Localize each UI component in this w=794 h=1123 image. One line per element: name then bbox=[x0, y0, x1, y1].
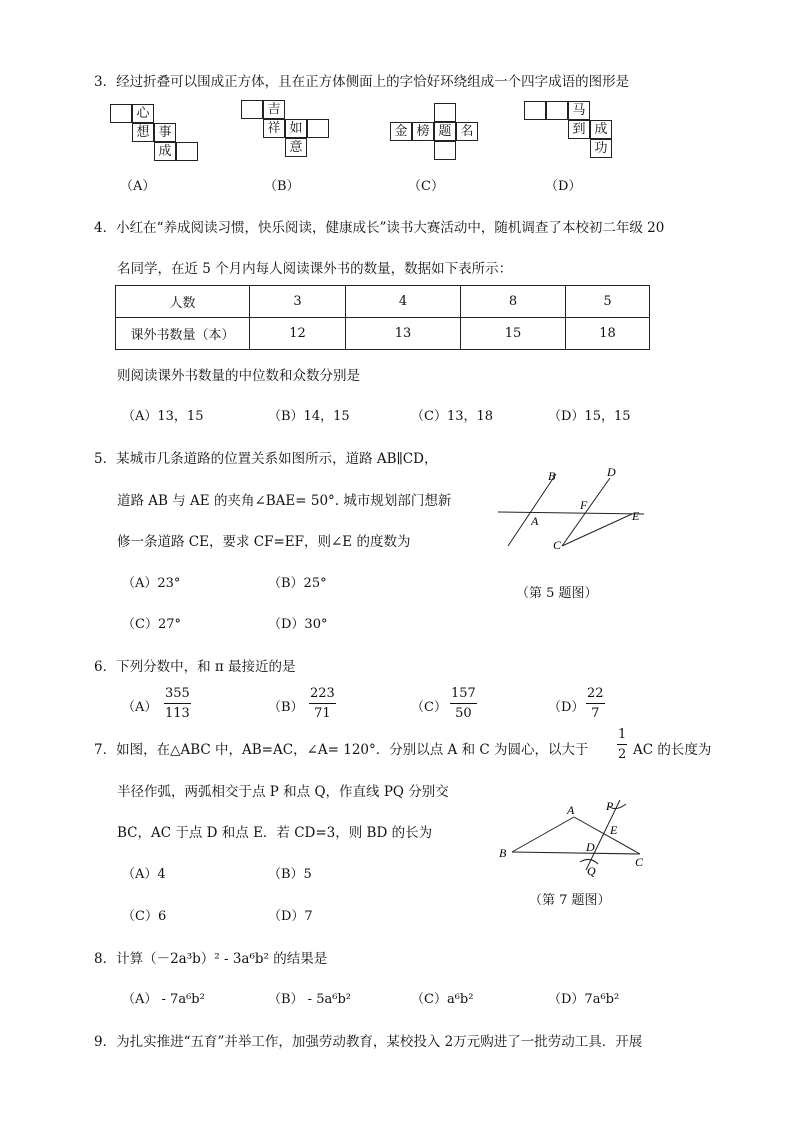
table-cell: 人数 bbox=[116, 286, 250, 318]
side-ac bbox=[574, 817, 640, 854]
point-label: B bbox=[499, 846, 507, 860]
q6-label-b: （B） bbox=[268, 700, 304, 715]
table-row bbox=[116, 318, 650, 350]
fraction-numerator: 223 bbox=[309, 686, 336, 704]
table-cell: 3 bbox=[250, 286, 346, 318]
q5-option-c: （C）27° bbox=[122, 617, 181, 632]
q8-option-d: （D）7a⁶b² bbox=[548, 992, 620, 1007]
q3-label-d: （D） bbox=[545, 179, 582, 194]
q4-option-a: （A）13，15 bbox=[122, 409, 204, 424]
reading-data-table bbox=[115, 285, 650, 350]
fraction-numerator: 157 bbox=[450, 686, 477, 704]
q3-stem: 3．经过折叠可以围成正方体，且在正方体侧面上的字恰好环绕组成一个四字成语的图形是 bbox=[94, 74, 630, 90]
net-c-cell: 金 bbox=[390, 122, 412, 141]
q7-option-a: （A）4 bbox=[122, 867, 166, 882]
q7-option-c: （C）6 bbox=[122, 909, 167, 924]
point-label: C bbox=[635, 855, 644, 869]
net-d-cell bbox=[546, 101, 568, 120]
q6-label-d: （D） bbox=[548, 700, 585, 715]
table-row bbox=[116, 286, 650, 318]
q5-option-a: （A）23° bbox=[122, 576, 181, 591]
point-label: A bbox=[567, 803, 575, 817]
q6-label-a: （A） bbox=[122, 700, 158, 715]
q5-line1: 5．某城市几条道路的位置关系如图所示，道路 AB∥CD， bbox=[94, 451, 438, 467]
table-cell: 课外书数量（本） bbox=[116, 318, 250, 350]
q6-label-c: （C） bbox=[411, 700, 447, 715]
point-label: B bbox=[548, 469, 556, 483]
q5-option-d: （D）30° bbox=[268, 617, 328, 632]
table-cell: 8 bbox=[461, 286, 566, 318]
q9-stem: 9．为扎实推进“五育”并举工作，加强劳动教育，某校投入 2万元购进了一批劳动工具．开展 bbox=[94, 1034, 643, 1050]
line-ab bbox=[508, 474, 556, 546]
net-d-cell bbox=[524, 101, 546, 120]
net-a-cell: 心 bbox=[132, 104, 154, 123]
side-bc bbox=[512, 852, 640, 854]
point-label: C bbox=[553, 538, 562, 552]
line-ae bbox=[498, 512, 644, 514]
point-label: P bbox=[606, 799, 614, 813]
fraction-d bbox=[586, 686, 605, 722]
net-b-cell: 意 bbox=[285, 138, 307, 157]
net-b-cell bbox=[241, 100, 263, 119]
q4-stem-line1: 4．小红在“养成阅读习惯，快乐阅读，健康成长”读书大赛活动中，随机调查了本校初二年级 20 bbox=[94, 220, 665, 236]
net-d-cell: 马 bbox=[568, 101, 590, 120]
table-cell: 12 bbox=[250, 318, 346, 350]
net-a-cell: 事 bbox=[154, 123, 176, 142]
point-label: D bbox=[607, 465, 616, 479]
q8-option-b: （B） - 5a⁶b² bbox=[268, 992, 351, 1007]
net-b-cell: 吉 bbox=[263, 100, 285, 119]
net-a-cell: 成 bbox=[154, 142, 176, 161]
point-label: E bbox=[610, 823, 618, 837]
q3-label-a: （A） bbox=[120, 179, 156, 194]
table-cell: 18 bbox=[566, 318, 650, 350]
q4-option-c: （C）13，18 bbox=[411, 409, 494, 424]
net-c-cell: 名 bbox=[456, 122, 478, 141]
q7-line2: 半径作弧，两弧相交于点 P 和点 Q，作直线 PQ 分别交 bbox=[117, 784, 449, 800]
fraction-c bbox=[450, 686, 477, 722]
fraction-denominator: 71 bbox=[314, 706, 331, 721]
q3-label-b: （B） bbox=[264, 179, 300, 194]
q8-option-a: （A） - 7a⁶b² bbox=[122, 992, 205, 1007]
table-cell: 4 bbox=[346, 286, 461, 318]
fraction-numerator: 22 bbox=[586, 686, 605, 704]
q7-figure bbox=[492, 790, 652, 882]
net-d-cell: 功 bbox=[590, 139, 612, 158]
q4-option-b: （B）14，15 bbox=[268, 409, 350, 424]
q4-stem-line2: 名同学，在近 5 个月内每人阅读课外书的数量，数据如下表所示： bbox=[117, 261, 513, 277]
q4-question: 则阅读课外书数量的中位数和众数分别是 bbox=[117, 368, 360, 384]
q5-figure-caption: （第 5 题图） bbox=[516, 586, 598, 601]
table-cell: 13 bbox=[346, 318, 461, 350]
q7-option-b: （B）5 bbox=[268, 867, 312, 882]
table-cell: 15 bbox=[461, 318, 566, 350]
net-a-cell bbox=[110, 104, 132, 123]
net-c-cell bbox=[434, 103, 456, 122]
line-ce bbox=[562, 514, 632, 546]
fraction-a bbox=[164, 686, 191, 722]
net-c-cell bbox=[434, 141, 456, 160]
fraction-denominator: 113 bbox=[165, 706, 190, 721]
fraction-denominator: 50 bbox=[455, 706, 472, 721]
q5-option-b: （B）25° bbox=[268, 576, 327, 591]
net-b-cell: 祥 bbox=[263, 119, 285, 138]
table-cell: 5 bbox=[566, 286, 650, 318]
q7-line1-end: AC 的长度为 bbox=[633, 742, 712, 758]
q5-line3: 修一条道路 CE，要求 CF=EF，则∠E 的度数为 bbox=[117, 534, 411, 550]
net-b-cell bbox=[307, 119, 329, 138]
line-cd bbox=[562, 478, 610, 546]
fraction-denominator: 7 bbox=[591, 706, 600, 721]
net-d-cell: 到 bbox=[568, 120, 590, 139]
q7-line3: BC，AC 于点 D 和点 E．若 CD=3，则 BD 的长为 bbox=[117, 825, 433, 841]
q4-option-d: （D）15，15 bbox=[548, 409, 631, 424]
side-ab bbox=[512, 817, 574, 852]
q8-stem: 8．计算（－2a³b）² - 3a⁶b² 的结果是 bbox=[94, 951, 328, 967]
net-a-cell: 想 bbox=[132, 123, 154, 142]
point-label: Q bbox=[587, 864, 596, 878]
fraction-numerator: 1 bbox=[617, 727, 627, 745]
fraction-numerator: 355 bbox=[164, 686, 191, 704]
point-label: A bbox=[531, 514, 539, 528]
q7-option-d: （D）7 bbox=[268, 909, 313, 924]
point-label: F bbox=[580, 498, 588, 512]
q5-line2: 道路 AB 与 AE 的夹角∠BAE= 50°. 城市规划部门想新 bbox=[117, 493, 452, 509]
net-b-cell: 如 bbox=[285, 119, 307, 138]
q3-label-c: （C） bbox=[408, 179, 444, 194]
q6-stem: 6．下列分数中，和 π 最接近的是 bbox=[94, 659, 296, 675]
net-c-cell: 题 bbox=[434, 122, 456, 141]
fraction-b bbox=[309, 686, 336, 722]
fraction-denominator: 2 bbox=[618, 747, 627, 762]
q5-figure bbox=[490, 462, 660, 562]
point-label: E bbox=[632, 509, 640, 523]
q8-option-c: （C）a⁶b² bbox=[411, 992, 474, 1007]
net-a-cell bbox=[176, 142, 198, 161]
half-fraction bbox=[617, 727, 627, 763]
point-label: D bbox=[586, 840, 595, 854]
net-c-cell: 榜 bbox=[412, 122, 434, 141]
q7-figure-caption: （第 7 题图） bbox=[529, 893, 611, 908]
net-d-cell: 成 bbox=[590, 120, 612, 139]
q7-line1: 7．如图，在△ABC 中，AB=AC，∠A= 120°．分别以点 A 和 C 为圆心，以大于 bbox=[94, 742, 589, 758]
